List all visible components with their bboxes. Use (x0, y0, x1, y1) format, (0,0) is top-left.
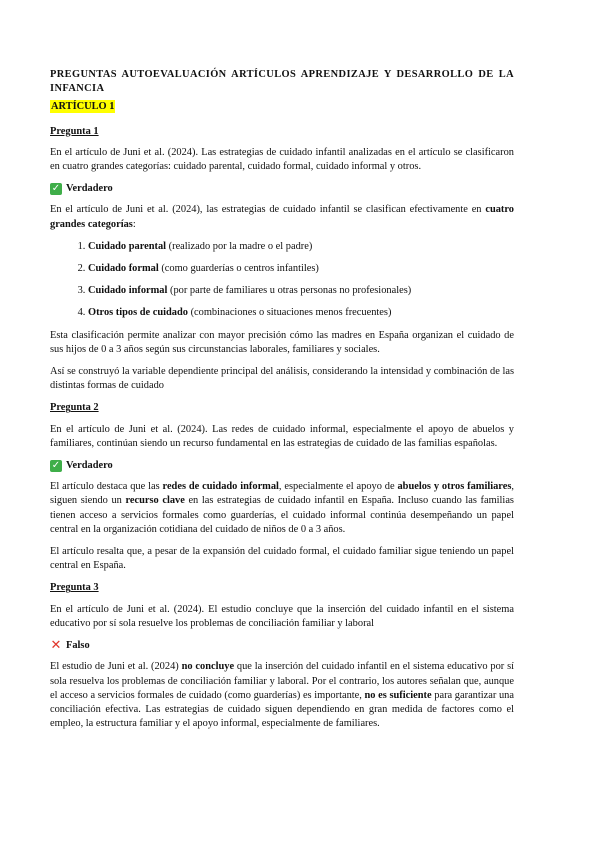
category-list (50, 240, 514, 321)
question-2-verdict-label: Verdadero (66, 460, 113, 472)
text-run: para garantizar una conciliación efectiva. Las estrategias de cuidado siguen dependiendo en gran medida de factores como el empleo, la estructura familiar y el apoyo informal, especialmente de familiares. (50, 689, 514, 730)
question-3-heading: Pregunta 3 (50, 582, 99, 594)
question-1-paragraph-2: Así se construyó la variable dependiente principal del análisis, considerando la intensidad y combinación de las distintas formas de cuidado (50, 366, 514, 392)
document-title: PREGUNTAS AUTOEVALUACIÓN ARTÍCULOS APRENDIZAJE Y DESARROLLO DE LA INFANCIA (50, 69, 514, 95)
cross-mark-icon: ✕ (50, 638, 62, 654)
text-run: , siguen siendo un (50, 481, 514, 507)
list-item-bold: Cuidado formal (88, 263, 159, 275)
question-2-heading: Pregunta 2 (50, 402, 99, 414)
list-item-text: (combinaciones o situaciones menos frecuentes) (187, 307, 392, 319)
list-item-text: (realizado por la madre o el padre) (166, 240, 313, 252)
bold-run: recurso clave (125, 495, 185, 507)
list-item-bold: Cuidado informal (88, 285, 168, 297)
question-1-verdict (50, 182, 514, 196)
question-3-statement: En el artículo de Juni et al. (2024). El estudio concluye que la inserción del cuidado infantil en el sistema educativo por sí sola resuelve los problemas de conciliación familiar y laboral (50, 603, 514, 629)
question-3-paragraph-1 (50, 660, 514, 731)
text-run: , especialmente el apoyo de (278, 481, 398, 493)
question-3-verdict-label: Falso (66, 640, 90, 652)
question-2-paragraph-2: El artículo resalta que, a pesar de la expansión del cuidado formal, el cuidado familiar sigue teniendo un papel central en España. (50, 546, 514, 572)
bold-run: no concluye (181, 661, 235, 673)
list-item (88, 306, 514, 320)
intro-bold: cuatro grandes categorías (50, 204, 514, 230)
question-1-statement: En el artículo de Juni et al. (2024). Las estrategias de cuidado infantil analizadas en el artículo se clasificaron en cuatro grandes categorías: cuidado parental, cuidado formal, cuidado informal y otros. (50, 146, 514, 173)
list-item (88, 262, 514, 276)
list-item-text: (por parte de familiares u otras personas no profesionales) (167, 285, 412, 297)
check-mark-icon: ✓ (51, 460, 61, 472)
question-2-paragraph-1 (50, 480, 514, 537)
question-3-verdict (50, 639, 514, 653)
text-run: en las estrategias de cuidado infantil en España. Incluso cuando las familias tienen acceso a servicios formales como guarderías, el cuidado informal continúa desempeñando un papel central en la organización cotidiana del cuidado de niños de 0 a 3 años. (50, 495, 514, 535)
article-label: ARTÍCULO 1 (51, 101, 115, 113)
check-mark-icon: ✓ (51, 183, 61, 195)
article-label-line (50, 100, 514, 114)
list-item-text: (como guarderías o centros infantiles) (158, 263, 319, 275)
intro-text: En el artículo de Juni et al. (2024), las estrategias de cuidado infantil se clasifican efectivamente en (50, 204, 486, 216)
intro-colon: : (132, 218, 136, 230)
list-item-bold: Cuidado parental (88, 240, 167, 252)
text-run: El estudio de Juni et al. (2024) (50, 661, 182, 673)
question-1-verdict-label: Verdadero (66, 183, 113, 195)
question-2-statement: En el artículo de Juni et al. (2024). Las redes de cuidado informal, especialmente el apoyo de abuelos y familiares, continúan siendo un recurso fundamental en las estrategias de cuidado de las familias españolas. (50, 423, 514, 449)
question-2-verdict (50, 459, 514, 473)
question-1-paragraph-1: Esta clasificación permite analizar con mayor precisión cómo las madres en España organizan el cuidado de sus hijos de 0 a 3 años según sus circunstancias laborales, familiares y sociales. (50, 329, 514, 355)
bold-run: no es suficiente (364, 689, 432, 701)
list-item-bold: Otros tipos de cuidado (88, 307, 188, 319)
list-item (88, 284, 514, 298)
bold-run: redes de cuidado informal (162, 481, 279, 493)
question-1-heading: Pregunta 1 (50, 125, 99, 137)
bold-run: abuelos y otros familiares (397, 481, 512, 493)
text-run: El artículo destaca que las (50, 481, 163, 493)
question-1-intro (50, 203, 514, 231)
list-item (88, 240, 514, 254)
text-run: que la inserción del cuidado infantil en el sistema educativo por sí sola resuelva los problemas de conciliación familiar y laboral. Por el contrario, los autores señalan que, aunque el acceso a servicios formales de cuidado (como guarderías) es importante, (50, 661, 515, 701)
